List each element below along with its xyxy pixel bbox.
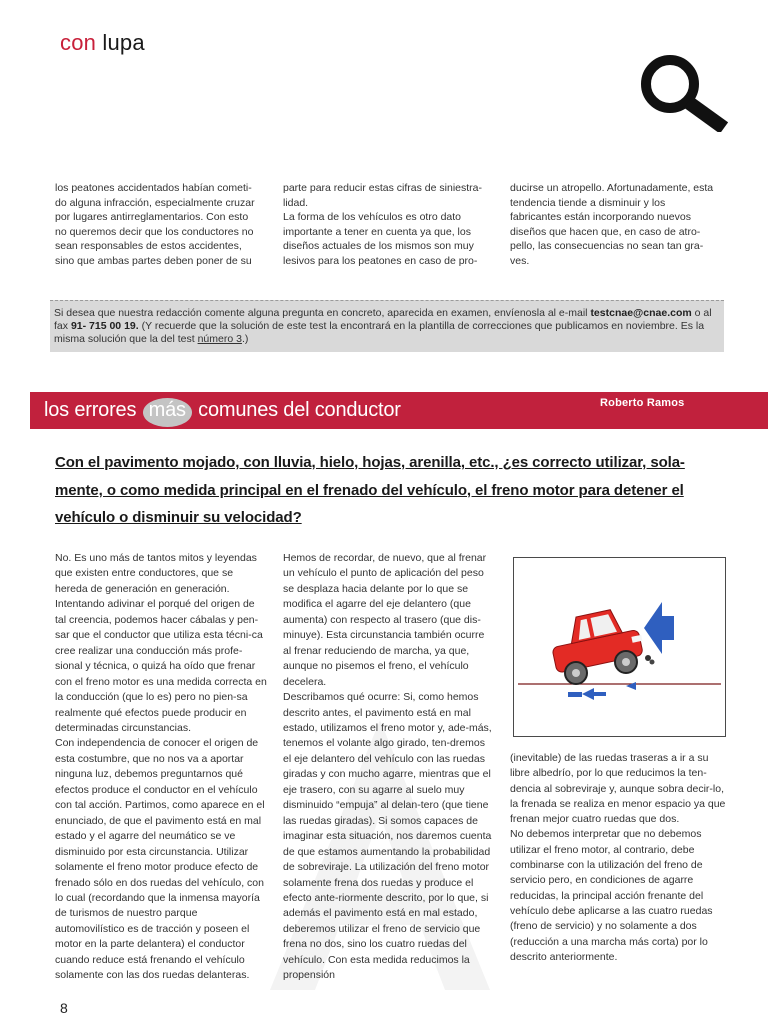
notice-test-link[interactable]: número 3 bbox=[197, 333, 242, 346]
body-column-1 bbox=[55, 551, 267, 984]
section-title-highlight: más bbox=[143, 398, 192, 427]
car-braking-illustration bbox=[513, 557, 726, 737]
notice-text-1: Si desea que nuestra redacción comente alguna pregunta en concreto, aparecida en examen, envíenosla al e-mail bbox=[54, 307, 591, 319]
author-name: Roberto Ramos bbox=[600, 397, 685, 409]
car-illustration bbox=[514, 558, 725, 736]
body-column-2 bbox=[283, 551, 495, 984]
section-title-before: los errores bbox=[44, 399, 142, 421]
body-column-1-text: No. Es uno más de tantos mitos y leyendas que existen entre conductores, que se hereda de generación en generación. Intentando adivinar el porqué del origen de tal creencia, podemos hacer cábalas y pen-sar que el conductor que utiliza esta técni-ca cree realizar una conducción más profe-sional y técnica, o quizá ha oído que frenar con el freno motor es una medida correcta en la conducción (que lo es) pero no pien-sa realmente qué efectos puede producir en determinadas circunstancias. Con independencia de conocer el origen de esta costumbre, que no nos va a aportar ninguna luz, debemos preguntarnos qué efectos produce el conductor en el vehículo con tal acción. Partimos, como aparece en el enunciado, de que el pavimento está en mal estado y el agarre del neumático se ve disminuido por esta circunstancia. Utilizar solamente el freno motor produce efecto de frenado sólo en dos ruedas del vehículo, con lo cual (recordando que la inmensa mayoría de turismos de nuestro parque automovilístico es de tracción y poseen el motor en la parte delantera) el conductor cuando reduce está frenando el vehículo solamente con las dos ruedas delanteras. bbox=[55, 552, 267, 982]
top-column-3-text: ducirse un atropello. Afortunadamente, esta tendencia tiende a disminuir y los fabricantes están incorporando nuevos diseños que hacen que, en caso de atro-pello, las consecuencias no sean tan gra-ves. bbox=[510, 182, 714, 267]
page-number: 8 bbox=[60, 1000, 68, 1016]
question-heading: Con el pavimento mojado, con lluvia, hielo, hojas, arenilla, etc., ¿es correcto utilizar, sola-mente, o como medida principal en el frenado del vehículo, el freno motor para detener el vehículo o disminuir su velocidad? bbox=[55, 454, 685, 526]
top-column-2 bbox=[283, 181, 489, 269]
top-column-2-text: parte para reducir estas cifras de siniestra-lidad. La forma de los vehículos es otro dato importante a tener en cuenta ya que, los diseños actuales de los mismos son muy lesivos para los peatones en caso de pro- bbox=[283, 182, 483, 267]
top-column-1-text: los peatones accidentados habían cometi-do alguna infracción, especialmente cruzar por lugares antirreglamentarios. Con esto no queremos decir que los conductores no sean responsables de estos accidentes, sino que ambas partes deben poner de su bbox=[55, 182, 255, 267]
notice-text-2: o al fax bbox=[54, 307, 712, 333]
brand-rest: lupa bbox=[96, 30, 145, 55]
body-column-3 bbox=[510, 751, 730, 965]
body-column-2-text: Hemos de recordar, de nuevo, que al frenar un vehículo el punto de aplicación del peso se desplaza hacia delante por lo que se modifica el agarre del eje delantero (que aumenta) con respecto al trasero (que dis-minuye). Esta circunstancia también ocurre al frenar reduciendo de marcha, ya que, aunque no pisemos el freno, el vehículo decelera. Describamos qué ocurre: Si, como hemos descrito antes, el pavimento está en mal estado, utilizamos el freno motor y, ade-más, tenemos el volante algo girado, ten-dremos el eje delantero del vehículo con las ruedas giradas y con mucho agarre, mientras que el eje trasero, con su agarre al suelo muy disminuido “empuja” al delan-tero (que tiene las ruedas giradas). Si somos capaces de imaginar esta situación, nos daremos cuenta de que estamos aumentando la probabilidad de sobreviraje. La utilización del freno motor solamente frena dos ruedas y produce el efecto ante-riormente descrito, por lo que, si además el pavimento está en mal estado, deberemos utilizar el freno de servicio que frena no dos, sino los cuatro ruedas del vehículo. Con esta medida reducimos la propensión bbox=[283, 552, 492, 982]
notice-email[interactable]: testcnae@cnae.com bbox=[590, 307, 692, 319]
magnifier-icon bbox=[636, 48, 728, 132]
brand-accent: con bbox=[60, 30, 97, 55]
top-column-1 bbox=[55, 181, 261, 269]
top-column-3 bbox=[510, 181, 716, 269]
body-column-3-text: (inevitable) de las ruedas traseras a ir a su libre albedrío, por lo que reducimos la ten-dencia al sobreviraje y, aunque sobra decir-lo, la frenada se realiza en menor espacio ya que frenan mejor cuatro ruedas que dos. No debemos interpretar que no debemos utilizar el freno motor, al contrario, debe combinarse con la utilización del freno de servicio pero, en condiciones de agarre reducidas, la principal acción frenante del vehículo debe aplicarse a las cuatro ruedas (freno de servicio) y no solamente a dos (reducción a una marcha más corta) por lo descrito anteriormente. bbox=[510, 752, 726, 963]
notice-box bbox=[50, 300, 724, 352]
section-title bbox=[44, 398, 401, 427]
brand-title bbox=[60, 30, 145, 56]
notice-fax: 91- 715 00 19. bbox=[70, 320, 139, 333]
notice-text-4: .) bbox=[241, 333, 249, 346]
section-banner bbox=[30, 392, 768, 429]
notice-text-3: (Y recuerde que la solución de este test la encontrará en la plantilla de correcciones que publicamos en noviembre. Es la misma solución que la del test bbox=[54, 320, 705, 346]
section-title-after: comunes del conductor bbox=[192, 399, 401, 421]
